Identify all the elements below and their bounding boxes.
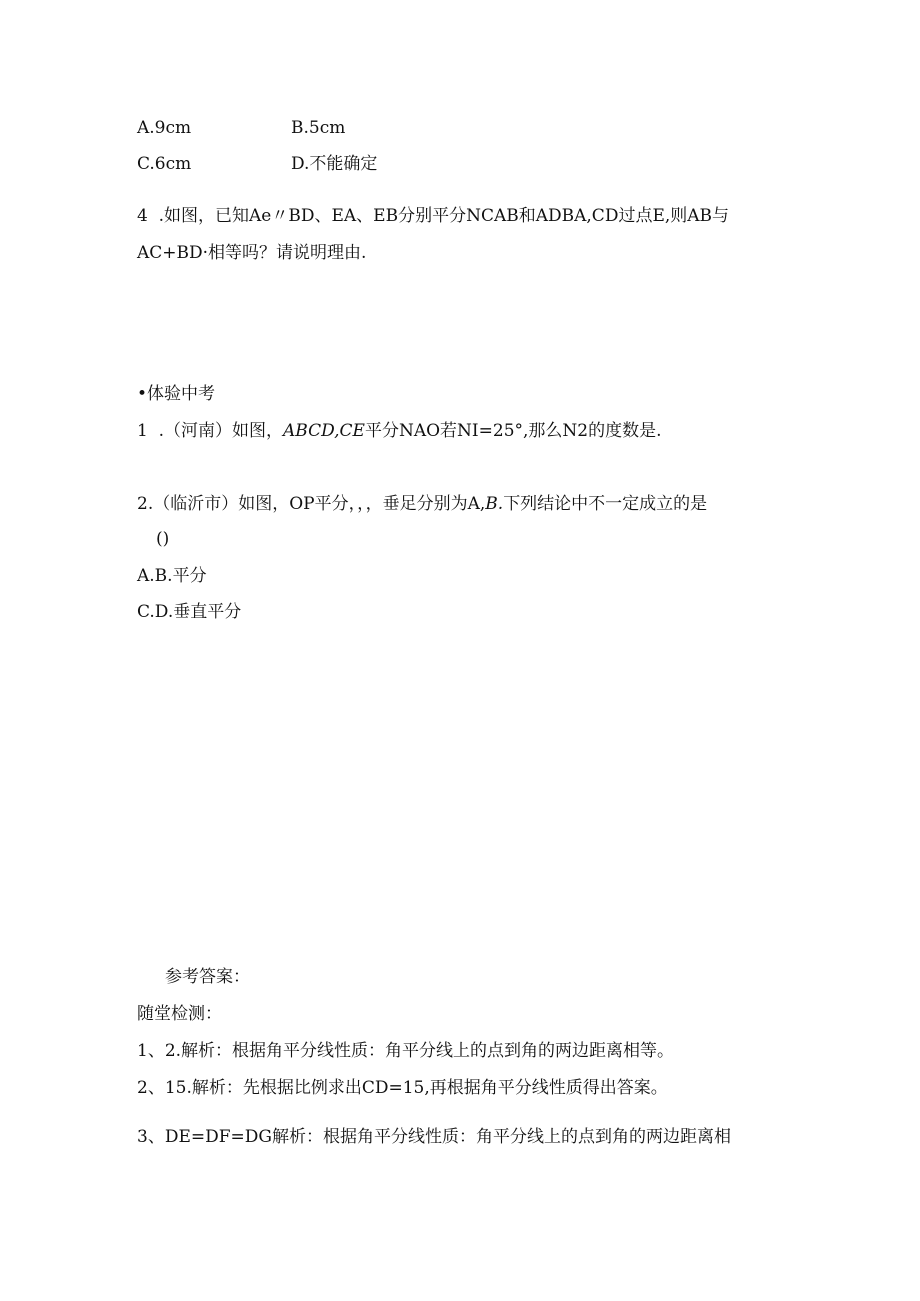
- exam-question-1: [137, 419, 662, 443]
- exam-question-2-line-1: [137, 492, 707, 516]
- section-heading-exam: •体验中考: [137, 384, 216, 404]
- answer-1: 1、2.解析：根据角平分线性质：角平分线上的点到角的两边距离相等。: [137, 1041, 675, 1061]
- exam-question-2-line-2: (): [156, 529, 170, 549]
- option-b: B.5cm: [291, 118, 346, 138]
- exam-q2-prefix: 2.（临沂市）如图，OP平分，，，垂足分别为A,: [137, 494, 486, 514]
- answer-3: 3、DE=DF=DG解析：根据角平分线性质：角平分线上的点到角的两边距离相: [137, 1127, 731, 1147]
- option-a: A.9cm: [137, 118, 192, 138]
- option-c: C.6cm: [137, 154, 192, 174]
- exam-question-2-options-cd: C.D.垂直平分: [137, 602, 242, 622]
- exam-q1-italic: ABCD,CE: [283, 421, 365, 441]
- answer-2: 2、15.解析：先根据比例求出CD=15,再根据角平分线性质得出答案。: [137, 1078, 668, 1098]
- exam-q1-suffix: 平分NAO若NI=25°,那么N2的度数是.: [364, 421, 662, 441]
- answers-subtitle: 随堂检测：: [137, 1004, 222, 1024]
- answers-title: 参考答案：: [165, 967, 250, 987]
- exam-q2-suffix: 下列结论中不一定成立的是: [503, 494, 708, 514]
- question-4-line-2: AC+BD·相等吗？请说明理由.: [137, 243, 367, 263]
- exam-q2-italic: B.: [485, 494, 504, 514]
- question-4-line-1: 4 .如图，已知Ae〃BD、EA、EB分别平分NCAB和ADBA,CD过点E,则AB与: [137, 206, 730, 226]
- option-d: D.不能确定: [291, 154, 378, 174]
- exam-q1-prefix: 1 .（河南）如图，: [137, 421, 284, 441]
- exam-question-2-options-ab: A.B.平分: [137, 566, 207, 586]
